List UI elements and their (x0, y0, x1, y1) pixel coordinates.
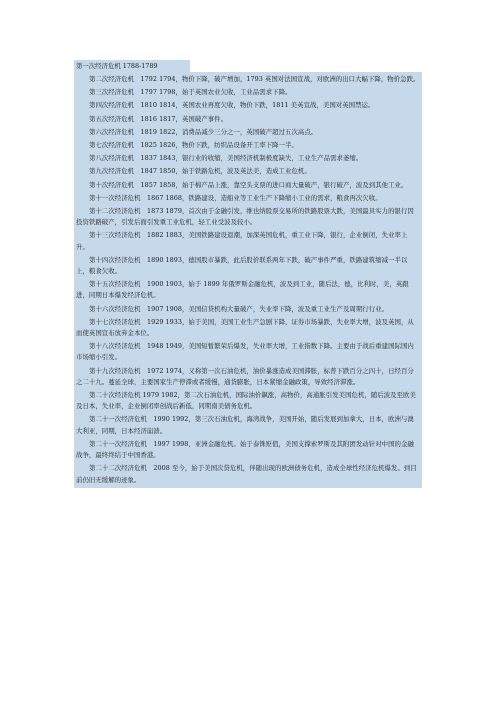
entry: 第十四次经济危机 1890 1893，德国股市暴跌，此后股价联系两年下跌，破产事件严重，铁路建筑缩减一半以上，粮食欠收。 (76, 255, 408, 276)
entry: 第七次经济危机 1825 1826，物价下跌，纺织品设备开工率下降一半。 (89, 141, 298, 150)
entry: 第二十一次经济危机 1997 1998，亚洲金融危机。始于泰铢贬值，美国支撑索罗斯及其附团发动针对中国的金融战争，最终终结于中国香港。 (76, 439, 414, 460)
entry: 第十六次经济危机 1907 1908，美国信贷机构大量破产，失业率下降，波及重工业生产及周期行行业。 (89, 304, 389, 313)
entry: 第十九次经济危机 1972 1974，又称第一次石油危机，油价暴涨造成美国滞胀，标普下跌百分之四十，日经百分之二十九。蔓延全球，主要国家生产停滞或者缓慢，通货膨胀，日本紧缩金融政策，导致经济滞涨。 (76, 366, 414, 386)
entry: 第九次经济危机 1847 1850，始于铁路危机，波及英法美，造成工业危机。 (89, 167, 311, 176)
entry: 第五次经济危机 1816 1817，英国破产事件。 (89, 114, 228, 123)
entry: 第十二次经济危机 1873 1879，首次由于金融引发，维也纳股票交易所的铁路股票大跌，美国最具实力的银行因投资铁路破产，引发后面引发重工业危机，轻工业受波及较小。 (76, 207, 414, 227)
entry: 第四次经济危机 1810 1814，英国农业再度欠收，物价下跌，1811 美英宣战，美国对英国禁运。 (89, 101, 375, 110)
entry: 第十七次经济危机 1929 1933，始于美国，美国工业生产急剧下降，证券市场暴跌，失业率大增，波及英国，从而使英国宣布放弃金本位。 (76, 317, 414, 338)
entry: 第十一次经济危机 1867 1868，铁路建设，造船业等工业生产下降缩小工业的需求，粮食再次欠收。 (89, 193, 382, 202)
title-row (74, 60, 422, 72)
entry: 第十八次经济危机 1948 1949，美国短暂繁荣后爆发，失业率大增，工业指数下降。主要由于战后重建国际国内市场缩小引发。 (76, 342, 414, 362)
entry: 第二十二次经济危机 2008 至今，始于美国次贷危机，伴随出现的欧洲债务危机，造成全球性经济危机爆发。到目前仍旧无缓解的迹象。 (76, 464, 417, 484)
document-title: 第一次经济危机 1788-1789 (74, 60, 190, 72)
entry: 第十五次经济危机 1900 1903，始于 1899 年俄罗斯金融危机，波及到工业，随后法，德，比利时，美，英跟进，同期日本爆发经济危机。 (76, 280, 409, 300)
entry: 第三次经济危机 1797 1798，始于英国农业欠收，工业品需求下降。 (89, 88, 292, 97)
entry: 第六次经济危机 1819 1822，消费品减少三分之一，英国破产超过五次高点。 (89, 127, 318, 136)
entry: 第二十一次经济危机 1990 1992，第三次石油危机，海湾战争，美国开始，随后发展到加拿大，日本，欧洲与澳大利亚，同期，日本经济崩溃。 (76, 415, 414, 435)
entry: 第十次经济危机 1857 1858，始于棉产品上涨，靠空头支票的进口商大量破产，银行破产，波及到其他工业。 (89, 180, 408, 189)
document (74, 60, 422, 488)
entry: 第二十次经济危机 1979 1982，第二次石油危机，国际油价飙涨，高物价，高通胀引发美国危机，随后波及至欧美及日本，失业率，企业倒闭率创战后新低，同期南美债务危机。 (76, 391, 416, 411)
entry: 第二次经济危机 1792 1794，物价下降，破产增加，1793 英国对法国宣战，对欧洲的出口大幅下降，物价急跌。 (89, 75, 420, 83)
entry: 第八次经济危机 1837 1843，银行业的收缩，美国经济机制极度缺失，工业生产品需求萎缩。 (89, 154, 363, 163)
entry-list (74, 72, 422, 488)
entry: 第十三次经济危机 1882 1883，美国铁路建设退潮，加深英国危机，重工业下降，银行，企业倒闭，失业率上升。 (76, 231, 408, 251)
